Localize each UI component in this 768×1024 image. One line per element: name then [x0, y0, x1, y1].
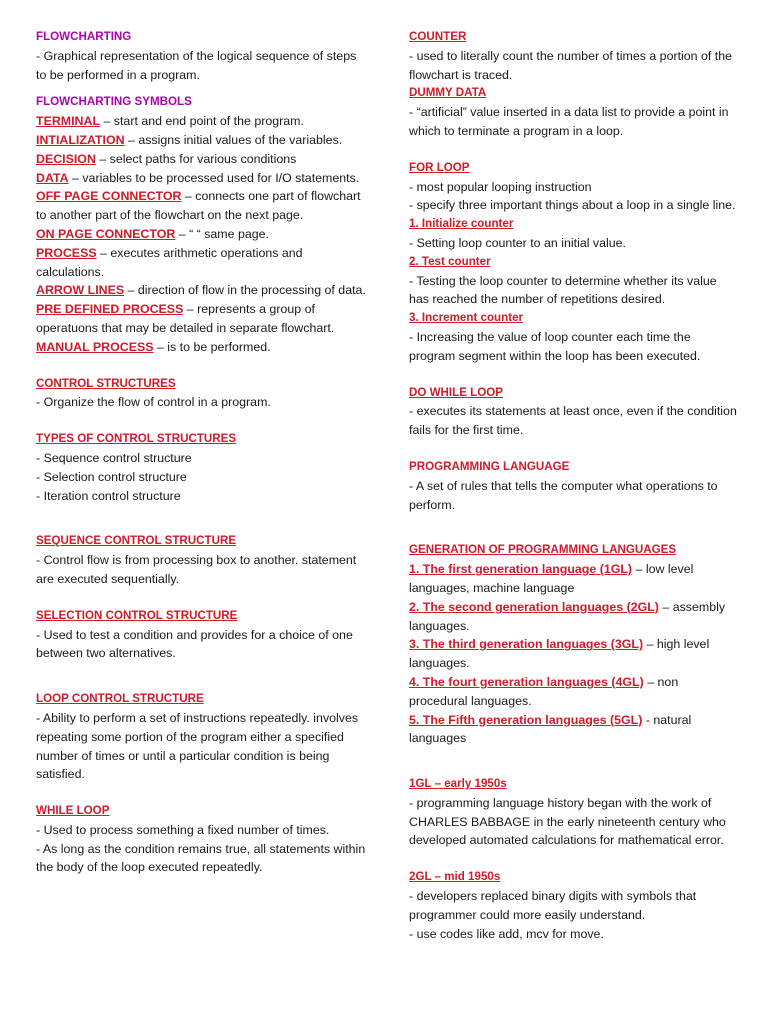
heading-loop-control: LOOP CONTROL STRUCTURE — [36, 692, 204, 706]
symbol-text: – represents a group of operatuons that may be detailed in separate flowchart. — [36, 302, 335, 335]
counter-desc: - used to literally count the number of times a portion of the flowchart is traced. — [409, 48, 733, 82]
heading-sequence-control: SEQUENCE CONTROL STRUCTURE — [36, 534, 237, 548]
symbol-item — [36, 300, 366, 338]
section-while-loop — [36, 802, 366, 877]
symbol-text: – variables to be processed used for I/O statements. — [68, 170, 360, 185]
2gl-line: - use codes like add, mcv for move. — [409, 926, 604, 941]
selection-control-desc: - Used to test a condition and provides for a choice of one between two alternatives. — [36, 627, 353, 661]
symbol-term: OFF PAGE CONNECTOR — [36, 189, 182, 204]
section-control-structures — [36, 375, 366, 413]
symbol-term: PRE DEFINED PROCESS — [36, 302, 184, 317]
symbol-term: DECISION — [36, 151, 96, 166]
symbol-text: – assigns initial values of the variables. — [124, 132, 343, 147]
for-loop-step-title: 1. Initialize counter — [409, 217, 514, 231]
generation-term: 3. The third generation languages (3GL) — [409, 637, 644, 652]
types-line: - Iteration control structure — [36, 488, 181, 503]
heading-2gl: 2GL – mid 1950s — [409, 870, 501, 884]
section-for-loop — [409, 159, 739, 366]
section-loop-control — [36, 690, 366, 784]
symbol-text: – select paths for various conditions — [95, 151, 297, 166]
heading-flowcharting-symbols: FLOWCHARTING SYMBOLS — [36, 95, 192, 109]
heading-1gl: 1GL – early 1950s — [409, 777, 507, 791]
generation-item — [409, 711, 739, 749]
generation-text: - natural languages — [409, 712, 692, 746]
while-loop-line: - As long as the condition remains true, all statements within the body of the loop executed repeatedly. — [36, 841, 366, 875]
heading-types-of-control: TYPES OF CONTROL STRUCTURES — [36, 432, 237, 446]
symbol-item — [36, 187, 366, 225]
generation-term: 1. The first generation language (1GL) — [409, 562, 633, 577]
types-line: - Selection control structure — [36, 469, 187, 484]
for-loop-step-title: 2. Test counter — [409, 254, 491, 268]
sequence-control-desc: - Control flow is from processing box to another. statement are executed sequentially. — [36, 553, 357, 586]
for-loop-step-desc: - Setting loop counter to an initial value. — [409, 235, 626, 250]
generation-term: 4. The fourt generation languages (4GL) — [409, 674, 644, 689]
heading-flowcharting: FLOWCHARTING — [36, 30, 132, 43]
loop-control-desc: - Ability to perform a set of instructions repeatedly. involves repeating some portion of the program either a specified number of times or until a particular condition is being satisfied. — [36, 710, 359, 782]
heading-selection-control: SELECTION CONTROL STRUCTURE — [36, 608, 238, 622]
symbol-item — [36, 169, 366, 188]
heading-counter: COUNTER — [409, 30, 467, 43]
section-do-while-loop — [409, 384, 739, 440]
symbol-item — [36, 225, 366, 244]
generation-text: – non procedural languages. — [409, 674, 679, 708]
section-flowcharting-symbols — [36, 93, 366, 356]
symbol-term: ON PAGE CONNECTOR — [36, 226, 176, 241]
symbol-item — [36, 131, 366, 150]
symbol-item — [36, 244, 366, 282]
generation-text: – low level languages, machine language — [409, 562, 694, 595]
symbol-text: – is to be performed. — [153, 339, 271, 354]
symbol-text: – executes arithmetic operations and calculations. — [36, 245, 303, 279]
symbol-item — [36, 338, 366, 357]
symbol-text: – connects one part of flowchart to another part of the flowchart on the next page. — [36, 189, 361, 223]
symbol-text: – start and end point of the program. — [100, 114, 304, 129]
left-column — [36, 28, 366, 877]
section-counter — [409, 28, 739, 84]
heading-for-loop: FOR LOOP — [409, 160, 470, 174]
generation-text: – high level languages. — [409, 637, 710, 671]
generation-item — [409, 635, 739, 673]
for-loop-step-title: 3. Increment counter — [409, 311, 524, 325]
symbol-term: INTIALIZATION — [36, 132, 125, 147]
section-flowcharting — [36, 28, 366, 84]
generation-item — [409, 598, 739, 636]
heading-control-structures: CONTROL STRUCTURES — [36, 376, 176, 390]
while-loop-line: - Used to process something a fixed number of times. — [36, 822, 330, 837]
heading-dummy-data: DUMMY DATA — [409, 86, 487, 100]
symbol-term: PROCESS — [36, 245, 97, 260]
symbol-item — [36, 281, 366, 300]
section-1gl — [409, 775, 739, 850]
symbol-text: – direction of flow in the processing of data. — [124, 283, 366, 298]
section-generations — [409, 541, 739, 748]
symbol-item — [36, 150, 366, 169]
for-loop-step-desc: - Testing the loop counter to determine whether its value has reached the number of repetitions desired. — [409, 273, 717, 307]
heading-generations: GENERATION OF PROGRAMMING LANGUAGES — [409, 543, 677, 557]
for-loop-line: - specify three important things about a loop in a single line. — [409, 198, 736, 213]
generation-text: – assembly languages. — [409, 599, 726, 633]
heading-while-loop: WHILE LOOP — [36, 804, 110, 818]
section-types-of-control — [36, 430, 366, 505]
section-sequence-control — [36, 532, 366, 588]
symbol-item — [36, 112, 366, 131]
heading-do-while-loop: DO WHILE LOOP — [409, 385, 504, 399]
generation-item — [409, 673, 739, 711]
types-line: - Sequence control structure — [36, 450, 192, 465]
section-dummy-data — [409, 84, 739, 140]
symbol-term: ARROW LINES — [36, 283, 125, 298]
2gl-line: - developers replaced binary digits with symbols that programmer could more easily understand. — [409, 889, 697, 922]
flowcharting-desc: - Graphical representation of the logical sequence of steps to be performed in a program. — [36, 48, 357, 82]
do-while-loop-desc: - executes its statements at least once, even if the condition fails for the first time. — [409, 404, 737, 438]
heading-programming-language: PROGRAMMING LANGUAGE — [409, 459, 570, 473]
section-2gl — [409, 868, 739, 943]
section-selection-control — [36, 607, 366, 663]
programming-language-desc: - A set of rules that tells the computer what operations to perform. — [409, 478, 718, 512]
generation-term: 2. The second generation languages (2GL) — [409, 599, 659, 614]
symbol-term: MANUAL PROCESS — [36, 339, 154, 354]
for-loop-line: - most popular looping instruction — [409, 179, 592, 194]
1gl-desc: - programming language history began with the work of CHARLES BABBAGE in the early nineteenth century who developed automated calculations for mathematical error. — [409, 795, 726, 848]
generation-term: 5. The Fifth generation languages (5GL) — [409, 712, 643, 727]
generation-item — [409, 560, 739, 598]
symbol-term: TERMINAL — [36, 114, 101, 129]
symbol-term: DATA — [36, 170, 69, 185]
control-structures-desc: - Organize the flow of control in a program. — [36, 395, 271, 410]
section-programming-language — [409, 458, 739, 514]
dummy-data-desc: - “artificial” value inserted in a data list to provide a point in which to terminate a program in a loop. — [409, 105, 729, 138]
symbol-text: – “ “ same page. — [175, 226, 269, 241]
for-loop-step-desc: - Increasing the value of loop counter each time the program segment within the loop has been executed. — [409, 329, 701, 363]
right-column — [409, 28, 739, 943]
